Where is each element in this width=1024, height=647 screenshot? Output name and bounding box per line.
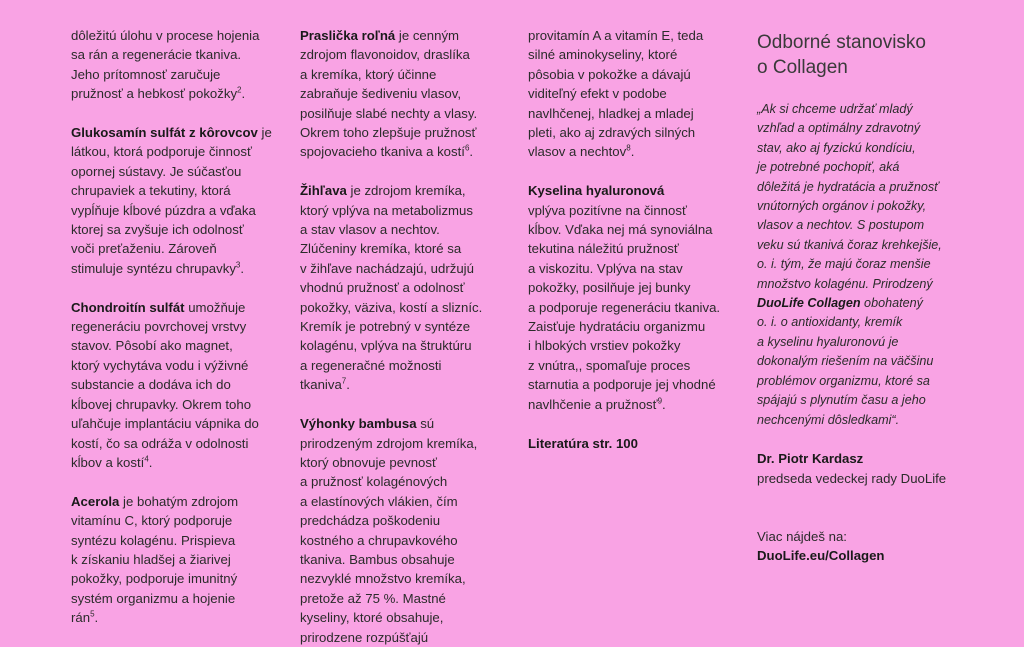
- text-line: a pružnosť kolagénových: [300, 474, 448, 490]
- author-name: Dr. Piotr Kardasz: [757, 451, 864, 467]
- text-line: provitamín A a vitamín E, teda: [528, 28, 704, 43]
- text-line: predchádza poškodeniu: [300, 513, 441, 529]
- text-line: tekutina náležitú pružnosť: [528, 241, 679, 257]
- text-line: ktorý vplýva na metabolizmus: [300, 202, 473, 218]
- text-line: kostí, čo sa odráža v odolnosti: [71, 435, 249, 451]
- footnote-ref: 4: [144, 454, 149, 464]
- text-line: silné aminokyseliny, ktoré: [528, 47, 678, 63]
- ingredient-name: Chondroitín sulfát: [71, 299, 185, 315]
- text-line: viditeľný efekt v podobe: [528, 86, 667, 102]
- column-3: [528, 26, 733, 453]
- text-line: pružnosť a hebkosť pokožky$^2$.: [71, 85, 246, 102]
- paragraph-lead: Výhonky bambusa sú: [300, 416, 435, 432]
- text-line: pleti, ako aj zdravých silných: [528, 125, 696, 141]
- text-line: vlasov a nechtov$^8$.: [528, 144, 635, 160]
- text-line: syntézu kolagénu. Prispieva: [71, 532, 236, 548]
- paragraph-lead: Glukosamín sulfát z kôrovcov je: [71, 125, 272, 141]
- text-line: Kremík je potrebný v syntéze: [300, 319, 471, 335]
- text-line: a podporuje regeneráciu tkaniva.: [528, 299, 721, 315]
- more-info-link[interactable]: DuoLife.eu/Collagen: [757, 548, 885, 564]
- paragraph-lead: Chondroitín sulfát umožňuje: [71, 299, 246, 315]
- expert-quote: „Ak si chceme udržať mladý vzhľad a optimálny zdravotný stav, ako aj fyzickú kondíciu, je potrebné pochopiť, aká dôležitá je hydratácia a pružnosť vnútorných orgánov i pokožky, vlasov a nechtov. S postupom veku sú tkanivá čoraz krehkejšie, o. i. tým, že majú čoraz menšie množstvo kolagénu. Prirodzený DuoLife Collagen obohatený o. i. o antioxidanty, kremík a kyselinu hyaluronovú je dokonalým riešením na väčšinu problémov organizmu, ktoré sa spájajú s plynutím času a jeho nechcenými dôsledkami“.: [757, 100, 972, 430]
- text-line: „Ak si chceme udržať mladý: [757, 102, 913, 116]
- text-line: ktorej sa zvyšuje ich odolnosť: [71, 222, 244, 238]
- text-line: vzhľad a optimálny zdravotný: [757, 121, 921, 136]
- expert-opinion-title: Odborné stanovisko o Collagen: [757, 32, 926, 78]
- text-line: pôsobia v pokožke a dávajú: [528, 66, 691, 82]
- footnote-ref: 9: [657, 396, 663, 406]
- text-line: dokonalým riešením na väčšinu: [757, 354, 934, 369]
- ingredient-name: Praslička roľná: [300, 28, 396, 43]
- text-line: vplýva pozitívne na činnosť: [528, 202, 687, 218]
- text-line: dôležitá je hydratácia a pružnosť: [757, 179, 939, 194]
- text-line: a kremíka, ktorý účinne: [300, 66, 437, 82]
- paragraph-hyaluronic-acid: [528, 181, 733, 414]
- text-line: k získaniu hladšej a žiarivej: [71, 551, 231, 567]
- text-line: spájajú s plynutím času a jeho: [757, 393, 926, 408]
- text-line: a regeneračné možnosti: [300, 357, 442, 373]
- text-line: z vnútra,, spomaľuje proces: [528, 357, 691, 373]
- author-role: predseda vedeckej rady DuoLife: [757, 470, 947, 486]
- text-line: Zaisťuje hydratáciu organizmu: [528, 319, 706, 335]
- text-line: substancie a dodáva ich do: [71, 377, 231, 393]
- text-line: tkaniva. Bambus obsahuje: [300, 551, 455, 567]
- paragraph-chondroitin: [71, 298, 276, 473]
- text-line: pretože až 75 %. Mastné: [300, 590, 446, 606]
- paragraph-nettle: [300, 181, 500, 394]
- text-line: ktorý vychytáva vodu i výživné: [71, 357, 249, 373]
- text-line: vitamínu C, ktorý podporuje: [71, 513, 233, 529]
- paragraph-acerola: [71, 492, 276, 628]
- text-line: stimuluje syntézu chrupavky$^3$.: [71, 260, 245, 276]
- paragraph-lead: Žihľava je zdrojom kremíka,: [300, 183, 466, 199]
- text-line: Jeho prítomnosť zaručuje: [71, 66, 221, 82]
- text-line: a kyselinu hyaluronovú je: [757, 334, 899, 349]
- text-line: vlasov a nechtov. S postupom: [757, 218, 925, 233]
- text-line: Zlúčeniny kremíka, ktoré sa: [300, 241, 462, 257]
- text-line: kyseliny, ktoré obsahuje,: [300, 610, 444, 626]
- column-2: [300, 26, 500, 647]
- text-line: prirodzene rozpúšťajú: [300, 629, 429, 645]
- literature-reference: Literatúra str. 100: [528, 435, 638, 451]
- paragraph-collagen-end: [71, 26, 276, 104]
- paragraph-glucosamine: [71, 123, 276, 278]
- text-line: pokožky, podporuje imunitný: [71, 571, 238, 587]
- text-line: dôležitú úlohu v procese hojenia: [71, 28, 260, 43]
- text-line: rán$^5$.: [71, 609, 99, 626]
- text-line: a stav vlasov a nechtov.: [300, 222, 440, 238]
- paragraph-lead: [528, 181, 733, 200]
- text-line: posilňuje slabé nechty a vlasy.: [300, 105, 478, 121]
- footnote-ref: 2: [237, 85, 242, 95]
- text-line: stavov. Pôsobí ako magnet,: [71, 338, 233, 354]
- more-info-label: Viac nájdeš na:: [757, 528, 847, 544]
- ingredient-name: Výhonky bambusa: [300, 416, 417, 432]
- text-line: chrupaviek a tekutiny, ktorá: [71, 183, 231, 199]
- text-line: tkaniva$^7$.: [300, 376, 350, 393]
- text-line: je potrebné pochopiť, aká: [757, 160, 900, 175]
- text-line: a viskozitu. Vplýva na stav: [528, 260, 683, 276]
- text-line: sa rán a regenerácie tkaniva.: [71, 47, 242, 63]
- text-line: i hlbokých vrstiev pokožky: [528, 338, 681, 354]
- text-line: kostného a chrupavkového: [300, 532, 458, 548]
- paragraph-bamboo: [300, 414, 500, 647]
- footnote-ref: 8: [626, 144, 631, 154]
- text-line: starnutia a podporuje jej vhodné: [528, 377, 716, 393]
- text-line: regeneráciu povrchovej vrstvy: [71, 319, 247, 335]
- text-line: kĺbovej chrupavky. Okrem toho: [71, 396, 252, 412]
- text-line: ktorý obnovuje pevnosť: [300, 454, 437, 470]
- text-line: v žihľave nachádzajú, udržujú: [300, 260, 474, 276]
- column-1: [71, 26, 276, 628]
- text-line: uľahčuje implantáciu vápnika do: [71, 416, 259, 432]
- text-line: veku sú tkanivá čoraz krehkejšie,: [757, 237, 942, 252]
- text-line: množstvo kolagénu. Prirodzený: [757, 276, 933, 291]
- text-line: o. i. o antioxidanty, kremík: [757, 315, 903, 330]
- text-line: vnútorných orgánov i pokožky,: [757, 199, 927, 214]
- text-line: o. i. tým, že majú čoraz menšie: [757, 257, 931, 272]
- quote-brand: DuoLife Collagen: [757, 296, 861, 311]
- text-line: stav, ako aj fyzickú kondíciu,: [757, 140, 916, 155]
- footnote-ref: 3: [235, 260, 241, 270]
- ingredient-name: Acerola: [71, 493, 120, 509]
- text-line: a elastínových vlákien, čím: [300, 493, 458, 509]
- text-line: kĺbov. Vďaka nej má synoviálna: [528, 222, 713, 238]
- expert-opinion: [757, 30, 972, 566]
- text-line: voči preťaženiu. Zároveň: [71, 241, 217, 257]
- ingredient-name: Žihľava: [300, 183, 347, 199]
- footnote-ref: 5: [90, 609, 95, 619]
- text-line: navlhčenie a pružnosť$^9$.: [528, 396, 666, 412]
- ingredient-name: Kyselina hyaluronová: [528, 183, 665, 199]
- text-line: zabraňuje šediveniu vlasov,: [300, 86, 462, 102]
- text-line: pokožky, posilňuje jej bunky: [528, 280, 691, 296]
- text-line: prirodzeným zdrojom kremíka,: [300, 435, 478, 451]
- text-line: systém organizmu a hojenie: [71, 590, 236, 606]
- text-line: zdrojom flavonoidov, draslíka: [300, 47, 470, 63]
- paragraph-lead: Praslička roľná je cenným: [300, 28, 460, 43]
- footnote-ref: 7: [341, 376, 347, 386]
- paragraph-bamboo-end: [528, 26, 733, 162]
- text-line: problémov organizmu, ktoré sa: [757, 373, 930, 388]
- text-line: nezvyklé množstvo kremíka,: [300, 571, 466, 587]
- text-line: navlhčenej, hladkej a mladej: [528, 105, 694, 121]
- footnote-ref: 6: [464, 144, 470, 154]
- text-line: spojovacieho tkaniva a kostí$^6$.: [300, 144, 474, 160]
- text-line: vypĺňuje kĺbové púzdra a vďaka: [71, 202, 256, 218]
- text-line: kolagénu, vplýva na štruktúru: [300, 338, 472, 354]
- paragraph-horsetail: [300, 26, 500, 162]
- text-line: vhodnú pružnosť a odolnosť: [300, 280, 465, 296]
- text-line: Okrem toho zlepšuje pružnosť: [300, 125, 477, 141]
- text-line: látkou, ktorá podporuje činnosť: [71, 144, 252, 160]
- paragraph-lead: Acerola je bohatým zdrojom: [71, 493, 239, 509]
- text-line: pokožky, väziva, kostí a slizníc.: [300, 299, 483, 315]
- text-line: opornej sústavy. Je súčasťou: [71, 163, 242, 179]
- text-line: nechcenými dôsledkami“.: [757, 412, 900, 427]
- text-line: kĺbov a kostí$^4$.: [71, 454, 153, 470]
- ingredient-name: Glukosamín sulfát z kôrovcov: [71, 125, 258, 141]
